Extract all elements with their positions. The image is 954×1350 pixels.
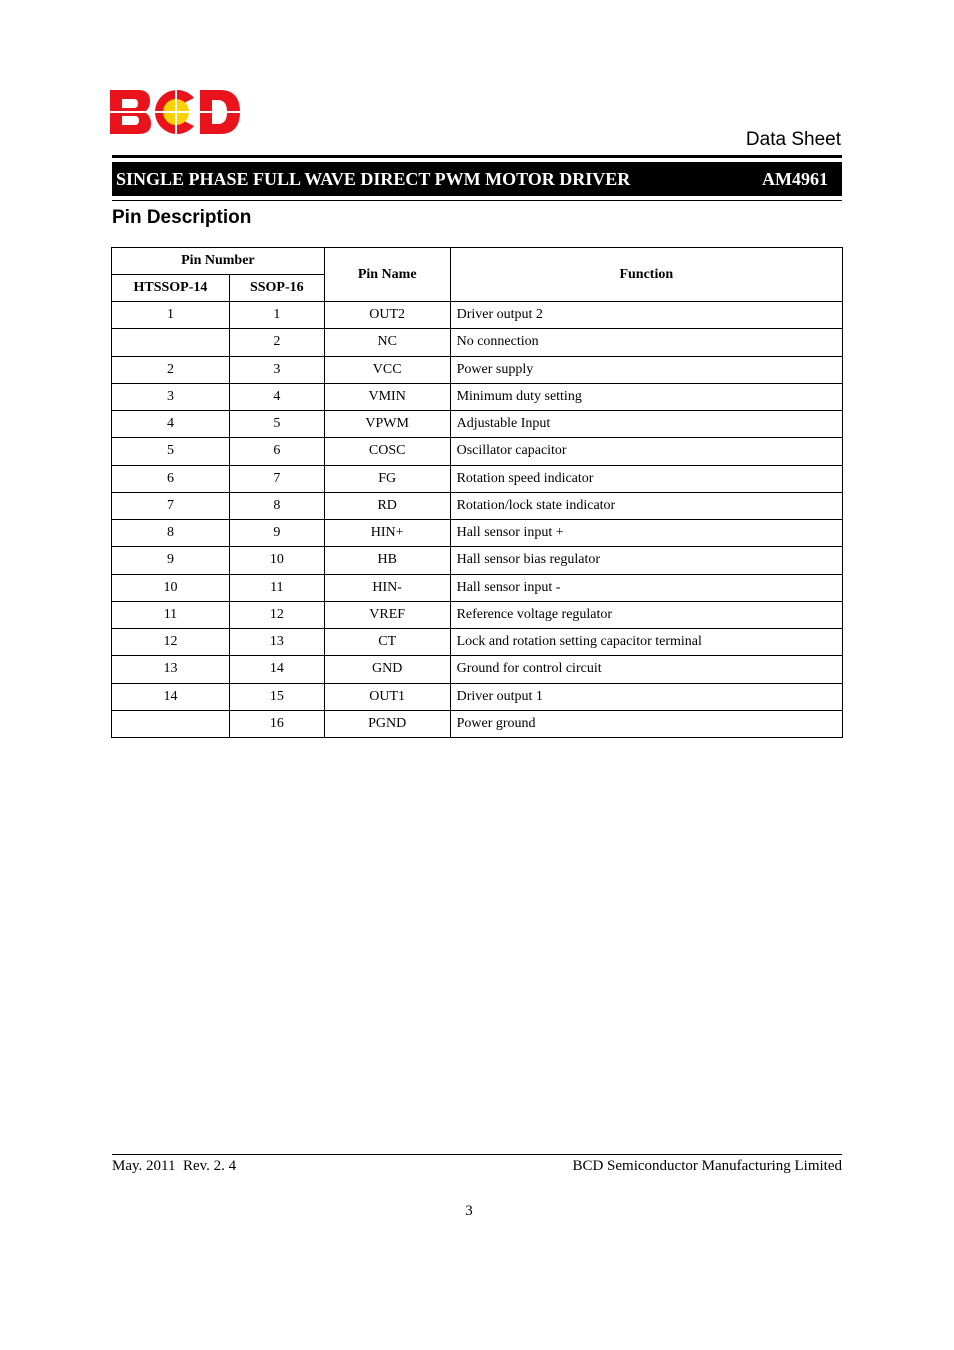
pin-description-table	[111, 247, 843, 738]
ssop-pin-cell: 6	[229, 438, 324, 465]
pin-name-cell: OUT1	[324, 683, 450, 710]
table-row	[112, 383, 843, 410]
pin-name-cell: VPWM	[324, 411, 450, 438]
pin-name-cell: CT	[324, 629, 450, 656]
table-row	[112, 710, 843, 737]
htssop-pin-cell: 4	[112, 411, 230, 438]
htssop-pin-cell: 1	[112, 302, 230, 329]
function-cell: Oscillator capacitor	[450, 438, 842, 465]
page-number: 3	[465, 1203, 473, 1219]
function-cell: Power ground	[450, 710, 842, 737]
ssop-pin-cell: 12	[229, 601, 324, 628]
table-row	[112, 520, 843, 547]
htssop-pin-cell	[112, 329, 230, 356]
htssop-pin-cell: 13	[112, 656, 230, 683]
htssop-pin-cell: 14	[112, 683, 230, 710]
ssop-pin-cell: 3	[229, 356, 324, 383]
ssop-pin-cell: 10	[229, 547, 324, 574]
title-bar	[112, 162, 842, 196]
function-cell: Power supply	[450, 356, 842, 383]
table-row	[112, 356, 843, 383]
htssop-pin-cell: 3	[112, 383, 230, 410]
function-cell: Hall sensor bias regulator	[450, 547, 842, 574]
ssop-pin-cell: 16	[229, 710, 324, 737]
ssop-pin-cell: 15	[229, 683, 324, 710]
function-cell: Lock and rotation setting capacitor terminal	[450, 629, 842, 656]
pin-name-cell: VMIN	[324, 383, 450, 410]
table-row	[112, 411, 843, 438]
table-row	[112, 438, 843, 465]
function-cell: Reference voltage regulator	[450, 601, 842, 628]
table-row	[112, 465, 843, 492]
function-cell: Driver output 1	[450, 683, 842, 710]
ssop-pin-cell: 7	[229, 465, 324, 492]
pin-name-cell: VREF	[324, 601, 450, 628]
ssop-pin-cell: 2	[229, 329, 324, 356]
function-cell: Adjustable Input	[450, 411, 842, 438]
function-cell: Driver output 2	[450, 302, 842, 329]
function-cell: No connection	[450, 329, 842, 356]
pin-name-cell: HB	[324, 547, 450, 574]
ssop-pin-cell: 14	[229, 656, 324, 683]
pin-name-cell: VCC	[324, 356, 450, 383]
table-row	[112, 683, 843, 710]
bcd-logo	[110, 88, 242, 136]
htssop-pin-cell: 9	[112, 547, 230, 574]
table-row	[112, 601, 843, 628]
table-row	[112, 574, 843, 601]
footer-rule	[112, 1154, 842, 1155]
htssop-pin-cell: 8	[112, 520, 230, 547]
doc-type-label: Data Sheet	[745, 129, 841, 150]
htssop-pin-cell: 5	[112, 438, 230, 465]
header-bottom-rule	[112, 200, 842, 201]
ssop-pin-cell: 5	[229, 411, 324, 438]
function-cell: Rotation/lock state indicator	[450, 492, 842, 519]
document-title: SINGLE PHASE FULL WAVE DIRECT PWM MOTOR DRIVER	[116, 168, 631, 189]
pin-name-cell: HIN-	[324, 574, 450, 601]
htssop-pin-cell: 12	[112, 629, 230, 656]
pin-name-cell: PGND	[324, 710, 450, 737]
htssop-pin-cell: 2	[112, 356, 230, 383]
table-row	[112, 656, 843, 683]
htssop-pin-cell	[112, 710, 230, 737]
table-row	[112, 302, 843, 329]
ssop-header: SSOP-16	[229, 275, 324, 302]
pin-number-header: Pin Number	[112, 248, 325, 275]
pin-name-cell: COSC	[324, 438, 450, 465]
htssop-pin-cell: 10	[112, 574, 230, 601]
function-cell: Hall sensor input -	[450, 574, 842, 601]
function-cell: Rotation speed indicator	[450, 465, 842, 492]
table-row	[112, 329, 843, 356]
htssop-header: HTSSOP-14	[112, 275, 230, 302]
ssop-pin-cell: 9	[229, 520, 324, 547]
function-cell: Minimum duty setting	[450, 383, 842, 410]
ssop-pin-cell: 1	[229, 302, 324, 329]
function-cell: Ground for control circuit	[450, 656, 842, 683]
htssop-pin-cell: 7	[112, 492, 230, 519]
ssop-pin-cell: 4	[229, 383, 324, 410]
pin-name-cell: HIN+	[324, 520, 450, 547]
header-top-rule	[112, 155, 842, 158]
table-row	[112, 629, 843, 656]
section-title: Pin Description	[112, 207, 252, 228]
function-cell: Hall sensor input +	[450, 520, 842, 547]
htssop-pin-cell: 11	[112, 601, 230, 628]
pin-name-cell: RD	[324, 492, 450, 519]
footer-company: BCD Semiconductor Manufacturing Limited	[572, 1158, 842, 1174]
function-header: Function	[450, 248, 842, 302]
pin-name-header: Pin Name	[324, 248, 450, 302]
pin-name-cell: OUT2	[324, 302, 450, 329]
pin-name-cell: NC	[324, 329, 450, 356]
ssop-pin-cell: 8	[229, 492, 324, 519]
pin-name-cell: GND	[324, 656, 450, 683]
footer-date-revision: May. 2011 Rev. 2. 4	[112, 1158, 237, 1174]
table-row	[112, 492, 843, 519]
table-row	[112, 547, 843, 574]
pin-rows	[112, 302, 843, 738]
ssop-pin-cell: 11	[229, 574, 324, 601]
ssop-pin-cell: 13	[229, 629, 324, 656]
pin-name-cell: FG	[324, 465, 450, 492]
part-number: AM4961	[762, 168, 828, 189]
htssop-pin-cell: 6	[112, 465, 230, 492]
